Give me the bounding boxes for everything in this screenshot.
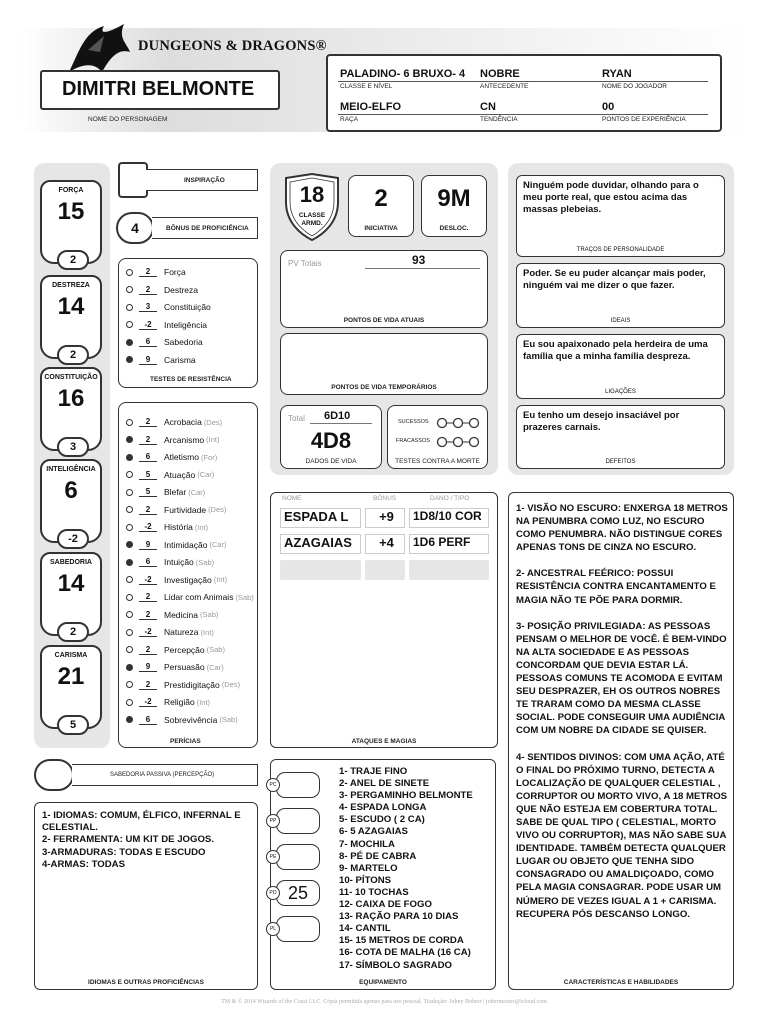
skill-attribute: (Int)	[213, 575, 228, 584]
attribute-modifier[interactable]: 2	[57, 250, 89, 270]
proficiency-bonus[interactable]: 4	[116, 212, 154, 244]
saving-throw-value[interactable]: 2	[139, 285, 157, 295]
skill-attribute: (Des)	[203, 417, 223, 427]
proficiency-checkbox[interactable]	[126, 524, 133, 531]
proficiency-checkbox[interactable]	[126, 559, 133, 566]
attack-header-bonus: BÔNUS	[373, 495, 397, 502]
success-checkboxes[interactable]	[436, 416, 480, 434]
coin-label: PC	[266, 778, 280, 792]
attack-bonus[interactable]: +9	[365, 508, 405, 528]
race[interactable]: MEIO-ELFO	[340, 101, 402, 113]
attack-header-name: NOME	[282, 495, 302, 502]
proficiency-checkbox[interactable]	[126, 629, 133, 636]
skill-row	[126, 572, 227, 588]
feature-paragraph: 2- ANCESTRAL FEÉRICO: POSSUI RESISTÊNCIA CONTRA ENCANTAMENTO E MAGIA NÃO TE PÕE PARA DORMIR.	[516, 568, 716, 606]
proficiency-line: 1- IDIOMAS: COMUM, ÉLFICO, INFERNAL E CELESTIAL.	[42, 810, 241, 834]
attribute-strength	[40, 180, 102, 264]
race-label: RAÇA	[340, 116, 359, 123]
successes-label: SUCESSOS	[398, 419, 429, 425]
proficiency-checkbox[interactable]	[126, 594, 133, 601]
armor-class[interactable]: 18	[299, 182, 325, 207]
skill-value[interactable]: 2	[139, 417, 157, 427]
coin-label: PO	[266, 886, 280, 900]
proficiency-label: BÔNUS DE PROFICIÊNCIA	[166, 225, 249, 232]
coin-box[interactable]	[276, 772, 320, 798]
saving-throw-name: Carisma	[164, 354, 196, 365]
character-name[interactable]: DIMITRI BELMONTE	[62, 78, 255, 100]
hp-current-label: PONTOS DE VIDA ATUAIS	[343, 317, 425, 324]
skill-attribute: (Int)	[194, 522, 209, 532]
xp-label: PONTOS DE EXPERIÊNCIA	[602, 116, 686, 123]
saving-throw-value[interactable]: 2	[139, 267, 157, 277]
proficiency-checkbox[interactable]	[126, 286, 133, 293]
attribute-name: FORÇA	[58, 187, 84, 194]
skill-name: Percepção	[164, 644, 205, 655]
skill-attribute: (Sab)	[200, 610, 219, 619]
proficiency-checkbox[interactable]	[126, 681, 133, 688]
skill-attribute: (Car)	[197, 470, 215, 479]
skills-label: PERÍCIAS	[170, 738, 201, 745]
attribute-modifier[interactable]: 3	[57, 437, 89, 457]
proficiency-checkbox[interactable]	[126, 576, 133, 583]
skill-value[interactable]: 2	[139, 680, 157, 690]
feature-paragraph: 1- VISÃO NO ESCURO: ENXERGA 18 METROS NA PENUMBRA COMO LUZ, NO ESCURO COMO PENUMBRA. NÃO DISTINGUE CORES APENAS TONS DE CINZA NO ESCURO.	[516, 503, 728, 554]
skill-row	[126, 624, 214, 640]
flaws-text[interactable]: Eu tenho um desejo insaciável por prazeres carnais.	[523, 410, 680, 433]
saving-throws-label: TESTES DE RESISTÊNCIA	[150, 376, 232, 383]
skill-name: Religião	[164, 697, 195, 707]
saving-throw-value[interactable]: 6	[139, 337, 157, 347]
proficiency-checkbox[interactable]	[126, 339, 133, 346]
equipment-item: 12- CAIXA DE FOGO	[339, 899, 432, 911]
equipment-label: EQUIPAMENTO	[359, 979, 407, 986]
skill-name: Atletismo	[164, 452, 199, 462]
proficiency-checkbox[interactable]	[126, 269, 133, 276]
skill-name: Medicina	[164, 609, 199, 620]
hit-dice-label: DADOS DE VIDA	[305, 458, 357, 465]
proficiencies-text[interactable]	[42, 810, 254, 871]
attribute-name: INTELIGÊNCIA	[46, 466, 96, 473]
coin-label: PP	[266, 814, 280, 828]
personality-label: TRAÇOS DE PERSONALIDADE	[576, 247, 665, 253]
skill-name: Natureza	[164, 627, 199, 637]
skill-attribute: (Des)	[208, 505, 227, 514]
coin-box[interactable]	[276, 808, 320, 834]
saving-throw-name: Sabedoria	[164, 337, 203, 347]
skill-name: Intuição	[164, 557, 194, 567]
skill-name: Prestidigitação	[164, 679, 220, 690]
saving-throw-value[interactable]: -2	[139, 320, 157, 330]
proficiencies-label: IDIOMAS E OUTRAS PROFICIÊNCIAS	[88, 979, 204, 986]
skill-row	[126, 712, 238, 728]
skill-attribute: (Int)	[206, 435, 220, 444]
equipment-item: 7- MOCHILA	[339, 838, 395, 850]
saving-throw-row	[126, 299, 211, 315]
features-label: CARACTERÍSTICAS E HABILIDADES	[563, 979, 679, 986]
skill-row	[126, 694, 210, 710]
proficiency-checkbox[interactable]	[126, 664, 133, 671]
skill-value[interactable]: 2	[139, 645, 157, 655]
proficiency-checkbox[interactable]	[126, 716, 133, 723]
ideals-label: IDEAIS	[610, 318, 631, 324]
attribute-modifier[interactable]: 2	[57, 622, 89, 642]
attribute-score[interactable]: 15	[57, 198, 85, 225]
coin-label: PL	[266, 922, 280, 936]
skill-value[interactable]: -2	[139, 522, 157, 532]
divider	[338, 81, 708, 82]
personality-box[interactable]	[516, 175, 725, 257]
passive-wisdom-label: SABEDORIA PASSIVA (PERCEPÇÃO)	[110, 772, 215, 778]
equipment-item: 3- PERGAMINHO BELMONTE	[339, 790, 473, 802]
saving-throw-row	[126, 282, 198, 298]
skill-attribute: (Int)	[200, 627, 214, 637]
equipment-item: 6- 5 AZAGAIAS	[339, 826, 408, 838]
saving-throw-row	[126, 264, 186, 280]
attribute-name: CARISMA	[54, 652, 88, 659]
skill-name: Lidar com Animais	[164, 592, 234, 602]
proficiency-checkbox[interactable]	[126, 356, 133, 363]
hit-dice-total[interactable]: 6D10	[324, 410, 351, 422]
attack-name[interactable]: ESPADA L	[280, 508, 361, 528]
skill-value[interactable]: 6	[139, 452, 157, 462]
skill-row	[126, 554, 214, 570]
equipment-item: 15- 15 METROS DE CORDA	[339, 935, 464, 947]
skill-name: Acrobacia	[164, 417, 202, 427]
proficiency-line: 3-ARMADURAS: TODAS E ESCUDO	[42, 846, 206, 858]
attribute-score[interactable]: 16	[57, 385, 85, 412]
attack-name[interactable]: AZAGAIAS	[280, 534, 361, 554]
attribute-modifier[interactable]: -2	[57, 529, 89, 549]
speed[interactable]: 9M	[437, 185, 471, 212]
saving-throw-name: Inteligência	[164, 319, 208, 330]
flaws-box[interactable]	[516, 405, 725, 469]
skill-attribute: (Car)	[206, 662, 224, 672]
attribute-score[interactable]: 6	[64, 477, 78, 504]
death-saves-label: TESTES CONTRA A MORTE	[395, 458, 480, 465]
proficiency-checkbox[interactable]	[126, 471, 133, 478]
skill-row	[126, 414, 222, 430]
proficiency-checkbox[interactable]	[126, 454, 133, 461]
proficiency-checkbox[interactable]	[126, 419, 133, 426]
equipment-list[interactable]	[339, 766, 495, 972]
attribute-name: DESTREZA	[52, 282, 90, 289]
attribute-name: SABEDORIA	[49, 559, 92, 566]
attribute-score[interactable]: 14	[57, 293, 85, 320]
skill-row	[126, 467, 214, 483]
attack-header-damage: DANO / TIPO	[430, 495, 470, 502]
skill-value[interactable]: 5	[139, 487, 157, 497]
attribute-charisma	[40, 645, 102, 729]
saving-throw-name: Destreza	[164, 284, 199, 295]
proficiency-checkbox[interactable]	[126, 321, 133, 328]
skill-value[interactable]: 2	[139, 505, 157, 515]
skill-row	[126, 519, 208, 535]
skill-value[interactable]: 6	[139, 557, 157, 567]
proficiency-checkbox[interactable]	[126, 506, 133, 513]
divider	[338, 114, 708, 115]
skill-attribute: (Car)	[188, 487, 206, 497]
initiative[interactable]: 2	[374, 185, 388, 212]
skill-attribute: (Sab)	[219, 715, 238, 724]
feature-paragraph: 4- SENTIDOS DIVINOS: COM UMA AÇÃO, ATÉ O FINAL DO PRÓXIMO TURNO, DETECTA A LOCALIZAÇÃO DE QUALQUER CELESTIAL , CORRUPTOR OU MORTO VIVO, A 18 METROS QUE NÃO ESTEJA EM COBERTURA TOTAL. SABE DE QUAL TIPO ( CELESTIAL, MORTO VIVO OU CORRUPTOR), MAS NÃO SABE SUA IDENTIDADE. TAMBÉM DETECTA QUALQUER LUGAR OU OBJETO QUE TENHA SIDO CONSAGRADO OU AMALDIÇOADO, COMO PELA MAGIA CONSAGRAR. PODE USAR UM NÚMERO DE VEZES IGUAL A 1 + CARISMA. RECUPERA PÓS DESCANSO LONGO.	[516, 751, 728, 920]
attack-damage[interactable]: 1D8/10 COR	[409, 508, 489, 528]
skill-attribute: (Car)	[209, 540, 227, 549]
skill-value[interactable]: -2	[139, 575, 157, 585]
alignment[interactable]: CN	[480, 101, 496, 113]
attacks-label: ATAQUES E MAGIAS	[351, 738, 417, 745]
equipment-item: 8- PÉ DE CABRA	[339, 850, 417, 862]
skill-row	[126, 642, 225, 658]
personality-text[interactable]: Ninguém pode duvidar, olhando para o meu porte real, que estou acima das massas plebeias.	[523, 180, 699, 215]
skill-value[interactable]: 5	[139, 470, 157, 480]
skill-name: Atuação	[164, 469, 196, 480]
skill-value[interactable]: 2	[139, 435, 157, 445]
xp[interactable]: 00	[602, 101, 615, 113]
ideals-box[interactable]	[516, 263, 725, 328]
equipment-item: 5- ESCUDO ( 2 CA)	[339, 814, 425, 826]
player-name[interactable]: RYAN	[602, 68, 632, 80]
class-level-label: CLASSE E NÍVEL	[340, 83, 393, 90]
skill-name: Sobrevivência	[164, 714, 218, 725]
skill-row	[126, 502, 226, 518]
attribute-score[interactable]: 21	[57, 663, 85, 690]
equipment-item: 2- ANEL DE SINETE	[339, 778, 430, 790]
skill-value[interactable]: 6	[139, 715, 157, 725]
attribute-intelligence	[40, 459, 102, 543]
skill-row	[126, 589, 254, 605]
proficiency-checkbox[interactable]	[126, 699, 133, 706]
hp-total[interactable]: 93	[412, 253, 426, 267]
skill-attribute: (For)	[200, 452, 218, 462]
failures-label: FRACASSOS	[396, 438, 430, 444]
feature-paragraph: 3- POSIÇÃO PRIVILEGIADA: AS PESSOAS PENSAM O MELHOR DE VOCÊ. É BEM-VINDO NA ALTA SOCIEDADE E AS PESSOAS CONCORDAM QUE DEVIA ESTAR LÁ. PESSOAS COMUNS TE ACOMODA E EVITAM SEU DESPRAZER, EH OS OUTROS NOBRES TE TRARAM COMO DA MESMA CLASSE SOCIAL. PODE CONSEGUIR UMA AUDIÊNCIA COM UM NOBRE DA CIDADE SE QUISER.	[516, 620, 727, 737]
skill-value[interactable]: 2	[139, 592, 157, 602]
equipment-item: 1- TRAJE FINO	[339, 766, 408, 777]
failure-checkboxes[interactable]	[436, 435, 480, 453]
flaws-label: DEFEITOS	[605, 459, 636, 465]
coin-box[interactable]	[276, 880, 320, 906]
attack-cell[interactable]	[280, 560, 361, 580]
skill-value[interactable]: -2	[139, 627, 157, 637]
skill-row	[126, 677, 240, 693]
attribute-wisdom	[40, 552, 102, 636]
proficiency-checkbox[interactable]	[126, 611, 133, 618]
skill-name: Furtividade	[164, 504, 207, 515]
attacks-box	[270, 492, 498, 748]
divider	[310, 423, 372, 424]
attribute-name: CONSTITUIÇÃO	[44, 374, 98, 381]
skill-row	[126, 659, 224, 675]
attack-cell[interactable]	[365, 560, 405, 580]
class-level[interactable]: PALADINO- 6 BRUXO- 4	[340, 68, 466, 80]
equipment-item: 13- RAÇÃO PARA 10 DIAS	[339, 911, 459, 923]
proficiency-checkbox[interactable]	[126, 304, 133, 311]
passive-wisdom-value[interactable]	[34, 759, 74, 791]
skill-value[interactable]: 9	[139, 540, 157, 550]
skill-name: Blefar	[164, 487, 187, 497]
saving-throw-value[interactable]: 9	[139, 355, 157, 365]
bonds-label: LIGAÇÕES	[605, 389, 636, 395]
inspiration-label: INSPIRAÇÃO	[184, 177, 225, 184]
skill-attribute: (Sab)	[206, 645, 225, 654]
skill-row	[126, 537, 227, 553]
proficiency-checkbox[interactable]	[126, 541, 133, 548]
skill-row	[126, 449, 217, 465]
equipment-item: 11- 10 TOCHAS	[339, 886, 409, 898]
saving-throw-row	[126, 334, 203, 350]
hp-temp-label: PONTOS DE VIDA TEMPORÁRIOS	[331, 384, 437, 391]
background[interactable]: NOBRE	[480, 68, 520, 80]
armor-class-label: CLASSE ARMD.	[298, 212, 326, 227]
equipment-item: 14- CANTIL	[339, 923, 391, 935]
alignment-label: TENDÊNCIA	[480, 116, 518, 123]
attack-bonus[interactable]: +4	[365, 534, 405, 554]
bonds-text[interactable]: Eu sou apaixonado pela herdeira de uma família que a minha família despreza.	[523, 339, 708, 362]
inspiration-box[interactable]	[118, 162, 148, 198]
skill-row	[126, 607, 218, 623]
proficiency-checkbox[interactable]	[126, 489, 133, 496]
saving-throw-name: Força	[164, 267, 186, 277]
attribute-score[interactable]: 14	[57, 570, 85, 597]
divider	[365, 268, 480, 269]
proficiency-line: 4-ARMAS: TODAS	[42, 858, 125, 870]
equipment-item: 16- COTA DE MALHA (16 CA)	[339, 947, 471, 959]
coin-value[interactable]: 25	[287, 883, 309, 903]
attribute-modifier[interactable]: 5	[57, 715, 89, 735]
player-name-label: NOME DO JOGADOR	[602, 83, 668, 90]
saving-throw-name: Constituição	[164, 302, 211, 312]
skill-name: Arcanismo	[164, 434, 205, 445]
skill-name: Intimidação	[164, 539, 208, 550]
character-name-label: NOME DO PERSONAGEM	[88, 116, 168, 123]
skill-attribute: (Sab)	[235, 592, 254, 602]
skill-name: Investigação	[164, 574, 212, 585]
attack-cell[interactable]	[409, 560, 489, 580]
skill-attribute: (Sab)	[195, 557, 215, 567]
skill-row	[126, 484, 205, 500]
hp-total-label: PV Totais	[288, 259, 322, 268]
features-text[interactable]	[516, 502, 730, 921]
coin-label: PE	[266, 850, 280, 864]
skill-value[interactable]: 9	[139, 662, 157, 672]
skill-name: História	[164, 522, 193, 532]
proficiency-line: 2- FERRAMENTA: UM KIT DE JOGOS.	[42, 834, 214, 846]
logo-text: DUNGEONS & DRAGONS®	[138, 38, 327, 54]
coin-box[interactable]	[276, 844, 320, 870]
equipment-item: 10- PÍTONS	[339, 874, 392, 886]
bonds-box[interactable]	[516, 334, 725, 399]
skill-row	[126, 432, 220, 448]
attribute-modifier[interactable]: 2	[57, 345, 89, 365]
equipment-item: 4- ESPADA LONGA	[339, 802, 427, 814]
coin-box[interactable]	[276, 916, 320, 942]
proficiency-checkbox[interactable]	[126, 646, 133, 653]
skill-attribute: (Des)	[221, 680, 241, 689]
hit-dice[interactable]: 4D8	[310, 428, 352, 453]
proficiency-checkbox[interactable]	[126, 436, 133, 443]
hit-dice-total-label: Total	[288, 414, 305, 423]
equipment-item: 9- MARTELO	[339, 862, 398, 874]
speed-label: DESLOC.	[439, 225, 469, 232]
skill-name: Persuasão	[164, 662, 205, 672]
skill-value[interactable]: -2	[139, 697, 157, 707]
footer-copyright: TM & © 2014 Wizards of the Coast LLC. Cópia permitida apenas para uso pessoal. Tradução: Johny Bohrer | jottermester@icloud.com	[221, 999, 547, 1005]
ideals-text[interactable]: Poder. Se eu puder alcançar mais poder, ninguém vai me dizer o que fazer.	[523, 268, 706, 291]
saving-throw-value[interactable]: 3	[139, 302, 157, 312]
skill-attribute: (Int)	[196, 697, 211, 707]
background-label: ANTECEDENTE	[480, 83, 529, 90]
attribute-constitution	[40, 367, 102, 451]
equipment-item: 17- SÍMBOLO SAGRADO	[339, 959, 453, 971]
initiative-label: INICIATIVA	[364, 225, 398, 232]
skill-value[interactable]: 2	[139, 610, 157, 620]
attack-damage[interactable]: 1D6 PERF	[409, 534, 489, 554]
attribute-dexterity	[40, 275, 102, 359]
saving-throw-row	[126, 317, 207, 333]
saving-throw-row	[126, 352, 196, 368]
